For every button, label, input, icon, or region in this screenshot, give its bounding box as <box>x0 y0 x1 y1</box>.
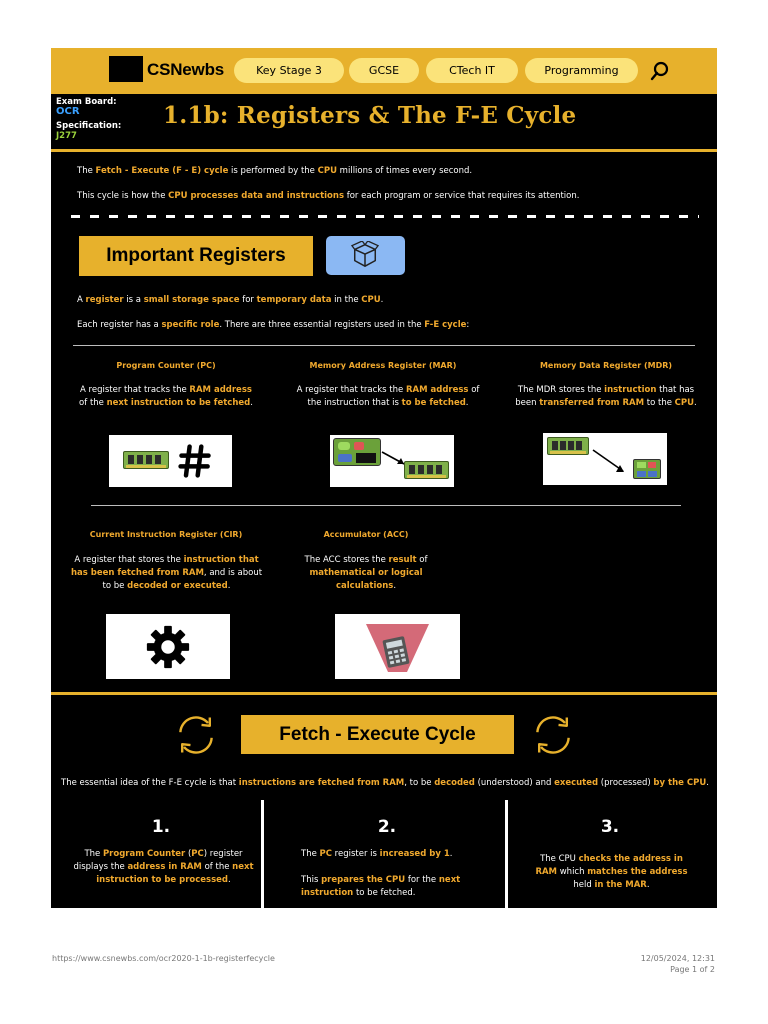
site-logo-text[interactable]: CSNewbs <box>147 60 225 79</box>
ram-to-cpu-icon <box>543 433 667 485</box>
register-name-pc: Program Counter (PC) <box>116 361 216 370</box>
cycle-arrows-icon <box>173 712 219 758</box>
gear-icon <box>106 614 230 679</box>
registers-heading: Important Registers <box>79 236 313 276</box>
calculator-icon <box>335 614 460 679</box>
fe-intro-text: The essential idea of the F-E cycle is that instructions are fetched from RAM, to be decoded (understood) and executed (processed) by the CPU. <box>61 778 709 788</box>
intro-text-2: This cycle is how the CPU processes data and instructions for each program or service that requires its attention. <box>77 191 580 201</box>
print-datetime: 12/05/2024, 12:31 <box>640 954 715 963</box>
register-name-cir: Current Instruction Register (CIR) <box>89 530 243 539</box>
divider <box>51 149 717 152</box>
register-name-acc: Accumulator (ACC) <box>323 530 409 539</box>
nav-gcse[interactable]: GCSE <box>349 58 419 83</box>
dashed-divider <box>71 215 699 218</box>
logo-icon[interactable] <box>109 56 143 82</box>
exam-board-label: Exam Board: <box>56 97 117 107</box>
cards-divider <box>91 505 681 506</box>
spec-value: J277 <box>56 131 77 141</box>
register-definition: A register is a small storage space for temporary data in the CPU. <box>77 295 384 305</box>
section-divider-gold <box>51 692 717 695</box>
register-desc-mar: A register that tracks the RAM address of the instruction that is to be fetched. <box>296 385 480 408</box>
site-header <box>51 48 717 94</box>
register-desc-pc: A register that tracks the RAM address of the next instruction to be fetched. <box>79 385 253 408</box>
step-divider-2 <box>505 800 508 908</box>
register-desc-cir: A register that stores the instruction that has been fetched from RAM, and is about to be decoded or executed. <box>70 555 263 591</box>
fe-cycle-heading: Fetch - Execute Cycle <box>241 715 514 754</box>
search-icon[interactable] <box>649 60 671 82</box>
step-divider-1 <box>261 800 264 908</box>
cycle-arrows-icon-right <box>530 712 576 758</box>
exam-meta <box>56 97 121 141</box>
content-frame <box>51 48 717 908</box>
step-1-text: The Program Counter (PC) register displays the address in RAM of the next instruction to be processed. <box>73 849 254 885</box>
ram-hash-icon <box>109 435 232 487</box>
section-divider <box>73 345 695 346</box>
step-2-number: 2. <box>377 817 397 837</box>
step-1-number: 1. <box>151 817 171 837</box>
page-number: Page 1 of 2 <box>670 965 715 974</box>
register-roles-text: Each register has a specific role. There are three essential registers used in the F-E cycle: <box>77 320 470 330</box>
exam-board-value: OCR <box>56 106 80 117</box>
intro-text-1: The Fetch - Execute (F - E) cycle is performed by the CPU millions of times every second. <box>77 166 473 176</box>
page-title: 1.1b: Registers & The F-E Cycle <box>163 102 577 129</box>
box-icon-container <box>326 236 405 275</box>
nav-ctech-it[interactable]: CTech IT <box>426 58 518 83</box>
register-name-mdr: Memory Data Register (MDR) <box>539 361 673 370</box>
step-3-text: The CPU checks the address in RAM which matches the address held in the MAR. <box>535 854 688 890</box>
spec-label: Specification: <box>56 121 122 131</box>
register-desc-mdr: The MDR stores the instruction that has been transferred from RAM to the CPU. <box>515 385 697 408</box>
page-url[interactable]: https://www.csnewbs.com/ocr2020-1-1b-registerfecycle <box>52 954 275 963</box>
nav-programming[interactable]: Programming <box>525 58 638 83</box>
cpu-to-ram-icon <box>330 435 454 487</box>
step-2-text: The PC register is increased by 1. This prepares the CPU for the next instruction to be fetched. <box>301 849 461 898</box>
box-icon <box>351 241 379 269</box>
nav-key-stage-3[interactable]: Key Stage 3 <box>234 58 344 83</box>
step-3-number: 3. <box>600 817 620 837</box>
register-desc-acc: The ACC stores the result of mathematical or logical calculations. <box>304 555 428 591</box>
register-name-mar: Memory Address Register (MAR) <box>309 361 457 370</box>
